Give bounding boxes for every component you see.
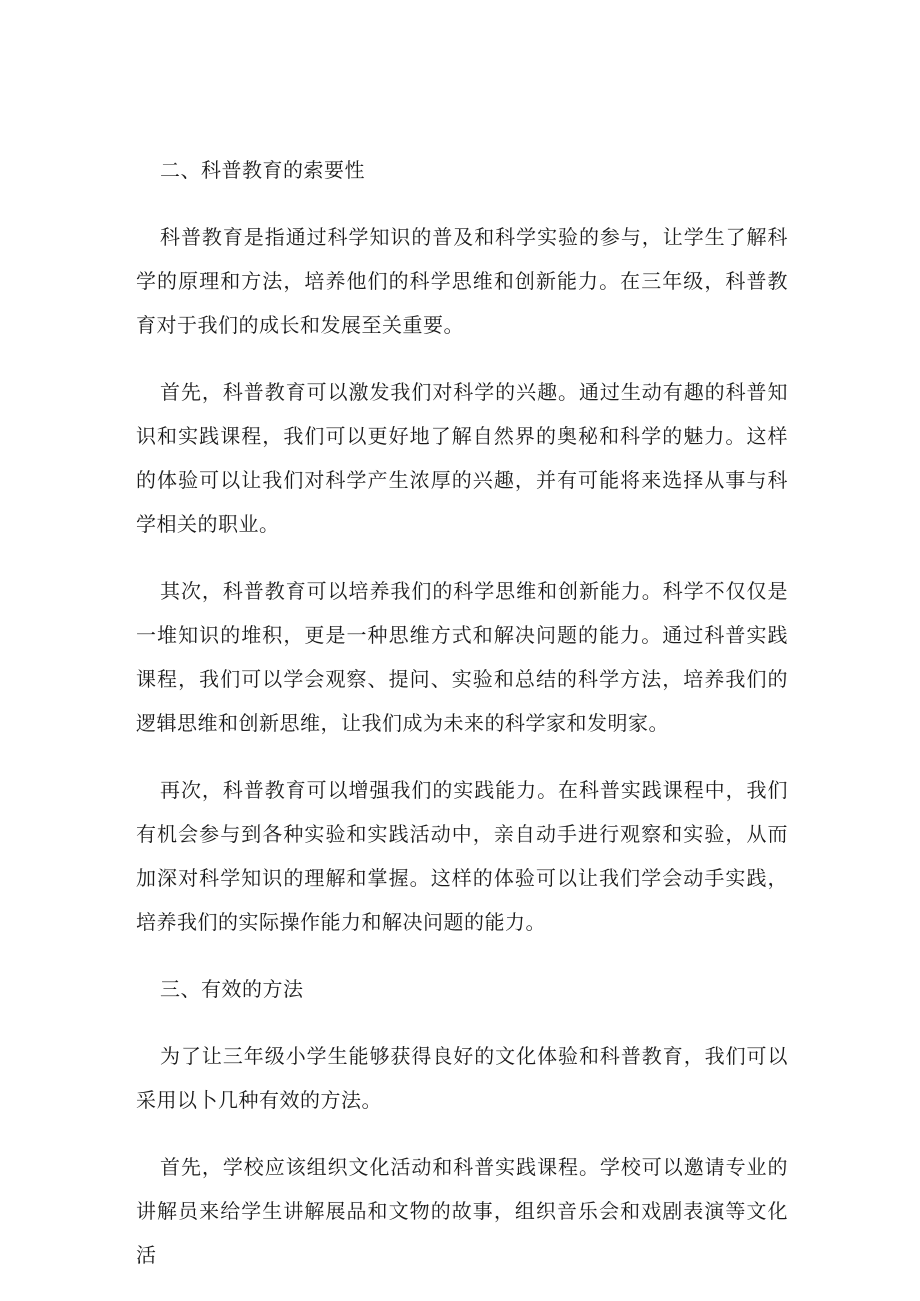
- section-heading-importance: 二、科普教育的索要性: [160, 158, 365, 182]
- paragraph-practice: 再次，科普教育可以增强我们的实践能力。在科普实践课程中，我们有机会参与到各种实验和实践活动中，亲自动手进行观察和实验，从而加深对科学知识的理解和掌握。这样的体验可以让我们学会动手实践，培养我们的实际操作能力和解决问题的能力。: [136, 778, 788, 934]
- paragraph-methods-intro: 为了让三年级小学生能够获得良好的文化体验和科普教育，我们可以采用以卜几种有效的方法。: [136, 1044, 788, 1112]
- section-heading-methods: 三、有效的方法: [160, 977, 304, 1001]
- paragraph-interest: 首先，科普教育可以激发我们对科学的兴趣。通过生动有趣的科普知识和实践课程，我们可以更好地了解自然界的奥秘和科学的魅力。这样的体验可以让我们对科学产生浓厚的兴趣，并有可能将来选择从事与科学相关的职业。: [136, 380, 788, 536]
- paragraph-thinking: 其次，科普教育可以培养我们的科学思维和创新能力。科学不仅仅是一堆知识的堆积，更是一种思维方式和解决问题的能力。通过科普实践课程，我们可以学会观察、提问、实验和总结的科学方法，培养我们的逻辑思维和创新思维，让我们成为未来的科学家和发明家。: [136, 579, 788, 735]
- paragraph-definition: 科普教育是指通过科学知识的普及和科学实验的参与，让学生了解科学的原理和方法，培养他们的科学思维和创新能力。在三年级，科普教育对于我们的成长和发展至关重要。: [136, 225, 788, 337]
- paragraph-school-activities: 首先，学校应该组织文化活动和科普实践课程。学校可以邀请专业的讲解员来给学生讲解展品和文物的故事，组织音乐会和戏剧表演等文化活: [136, 1155, 788, 1267]
- document-body: [136, 148, 788, 1300]
